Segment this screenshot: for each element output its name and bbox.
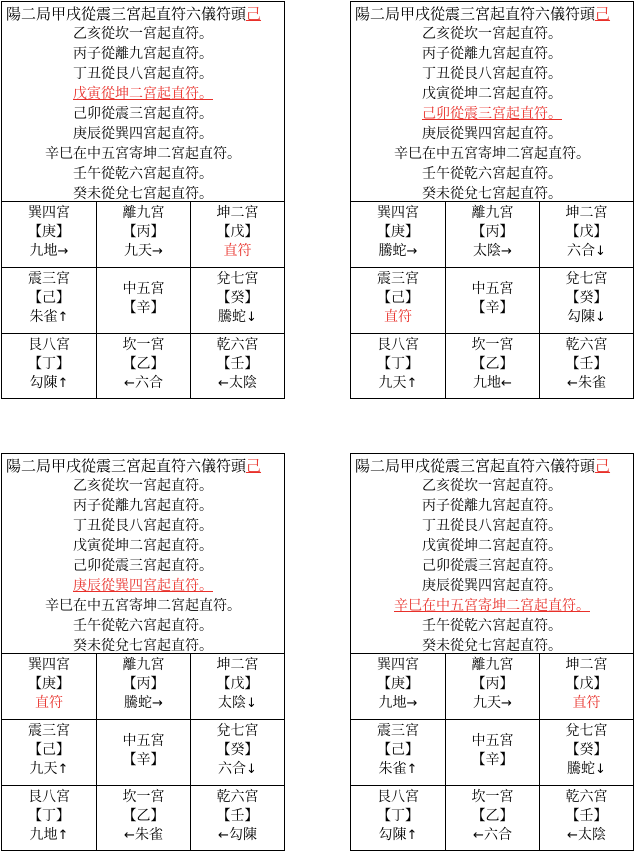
direction-arrow-icon: → (57, 244, 69, 259)
stem-line: 辛巳在中五宮寄坤二宮起直符。 (394, 598, 590, 614)
panel-title: 陽二局甲戌從震三宮起直符六儀符頭己 (6, 5, 262, 23)
stem-lines (351, 24, 633, 204)
deity-line (351, 242, 445, 261)
palace-cell (540, 720, 633, 786)
deity-line (2, 242, 96, 261)
palace-cell (97, 786, 191, 850)
title-mark: 己 (246, 5, 262, 23)
palace-cell (351, 654, 446, 720)
stem-lines (2, 476, 284, 656)
palace-stem: 【壬】 (565, 356, 608, 372)
palace-stem: 【乙】 (471, 808, 514, 824)
deity-name: 九天 (378, 375, 407, 391)
qimen-panel-1 (1, 1, 285, 399)
stem-line: 庚辰從巽四宮起直符。 (73, 578, 213, 594)
palace-cell (191, 786, 284, 850)
deity-line (191, 374, 284, 393)
deity-name: 九天 (473, 695, 502, 711)
deity-line (191, 308, 284, 327)
palace-stem: 【辛】 (471, 752, 514, 768)
palace-name: 中五宮 (122, 281, 165, 297)
palace-cell (446, 720, 540, 786)
deity-line (2, 826, 96, 845)
stem-line: 戊寅從坤二宮起直符。 (73, 86, 213, 102)
palace-stem: 【己】 (28, 290, 70, 306)
stem-line: 庚辰從巽四宮起直符。 (73, 126, 213, 142)
palace-stem: 【丁】 (28, 808, 70, 824)
palace-name: 震三宮 (377, 271, 419, 287)
stem-line: 乙亥從坎一宮起直符。 (73, 26, 213, 42)
title-mark: 己 (246, 457, 262, 475)
deity-line (540, 826, 633, 845)
deity-name: 勾陳 (29, 375, 58, 391)
palace-cell (191, 720, 284, 786)
stem-line: 丁丑從艮八宮起直符。 (422, 518, 562, 534)
palace-cell (2, 334, 97, 398)
deity-line (540, 308, 633, 327)
stem-lines (351, 476, 633, 656)
palace-stem: 【丁】 (28, 356, 70, 372)
palace-name: 坎一宮 (471, 337, 514, 353)
palace-cell (446, 202, 540, 268)
palace-stem: 【辛】 (122, 752, 165, 768)
direction-arrow-icon: → (406, 696, 418, 711)
deity-name: 勾陳 (228, 827, 257, 843)
deity-name: 朱雀 (29, 309, 58, 325)
palace-cell (446, 654, 540, 720)
palace-cell (2, 268, 97, 334)
palace-name: 中五宮 (471, 733, 514, 749)
palace-stem: 【乙】 (471, 356, 514, 372)
palace-name: 艮八宮 (28, 337, 70, 353)
palace-name: 中五宮 (122, 733, 165, 749)
palace-name: 坎一宮 (471, 789, 514, 805)
stem-line: 辛巳在中五宮寄坤二宮起直符。 (45, 146, 241, 162)
palace-name: 坤二宮 (216, 205, 259, 221)
stem-line: 庚辰從巽四宮起直符。 (422, 126, 562, 142)
palace-name: 坎一宮 (122, 337, 165, 353)
palace-name: 艮八宮 (28, 789, 70, 805)
palace-name: 艮八宮 (377, 789, 419, 805)
deity-name: 九地 (29, 827, 58, 843)
palace-cell (97, 654, 191, 720)
direction-arrow-icon: ↑ (406, 376, 418, 391)
palace-cell (351, 334, 446, 398)
palace-stem: 【丁】 (377, 356, 419, 372)
palace-name: 坤二宮 (565, 205, 608, 221)
deity-name: 朱雀 (577, 375, 606, 391)
deity-name: 太陰 (473, 243, 502, 259)
palace-name: 震三宮 (377, 723, 419, 739)
panel-header (2, 454, 284, 654)
palace-cell (97, 334, 191, 398)
palace-name: 坎一宮 (122, 789, 165, 805)
deity-name: 太陰 (218, 695, 247, 711)
palace-stem: 【辛】 (471, 300, 514, 316)
stem-line: 己卯從震三宮起直符。 (73, 106, 213, 122)
deity-name: 朱雀 (378, 761, 407, 777)
palace-cell (2, 786, 97, 850)
palace-name: 兌七宮 (216, 723, 259, 739)
deity-name: 直符 (35, 695, 63, 711)
palace-stem: 【乙】 (122, 808, 165, 824)
qimen-panel-4 (350, 453, 634, 851)
deity-line (2, 374, 96, 393)
deity-line (191, 694, 284, 713)
direction-arrow-icon: ← (501, 376, 512, 391)
palace-name: 離九宮 (471, 205, 514, 221)
direction-arrow-icon: → (501, 696, 512, 711)
palace-cell (540, 268, 633, 334)
palace-name: 巽四宮 (28, 657, 70, 673)
direction-arrow-icon: → (152, 696, 163, 711)
palace-stem: 【癸】 (216, 742, 259, 758)
direction-arrow-icon: ↑ (406, 762, 418, 777)
direction-arrow-icon: → (406, 244, 418, 259)
palace-name: 離九宮 (471, 657, 514, 673)
qimen-panel-2 (350, 1, 634, 399)
palace-name: 中五宮 (471, 281, 514, 297)
direction-arrow-icon: ← (218, 828, 229, 843)
palace-name: 離九宮 (122, 657, 165, 673)
palace-cell (540, 654, 633, 720)
palace-cell (540, 202, 633, 268)
stem-line: 己卯從震三宮起直符。 (73, 558, 213, 574)
deity-line (540, 760, 633, 779)
stem-line: 壬午從乾六宮起直符。 (422, 618, 562, 634)
palace-cell (97, 720, 191, 786)
direction-arrow-icon: ← (218, 376, 229, 391)
palace-name: 坤二宮 (216, 657, 259, 673)
direction-arrow-icon: ↓ (595, 244, 606, 259)
palace-name: 乾六宮 (565, 789, 608, 805)
title-mark: 己 (595, 5, 611, 23)
stem-line: 丙子從離九宮起直符。 (422, 498, 562, 514)
deity-line (97, 242, 190, 261)
stem-line: 壬午從乾六宮起直符。 (73, 166, 213, 182)
palace-stem: 【丁】 (377, 808, 419, 824)
palace-cell (351, 268, 446, 334)
palace-stem: 【癸】 (565, 742, 608, 758)
deity-name: 朱雀 (134, 827, 163, 843)
deity-line (446, 694, 539, 713)
direction-arrow-icon: ↑ (406, 828, 418, 843)
stem-line: 丙子從離九宮起直符。 (73, 46, 213, 62)
deity-name: 太陰 (228, 375, 257, 391)
palace-stem: 【丙】 (122, 676, 165, 692)
direction-arrow-icon: ← (473, 828, 484, 843)
stem-line: 壬午從乾六宮起直符。 (422, 166, 562, 182)
deity-line (540, 694, 633, 713)
panel-header (2, 2, 284, 202)
deity-name: 直符 (572, 695, 601, 711)
palace-cell (191, 268, 284, 334)
palace-stem: 【戊】 (216, 676, 259, 692)
palace-stem: 【癸】 (216, 290, 259, 306)
palace-cell (191, 202, 284, 268)
qimen-panel-3 (1, 453, 285, 851)
deity-line (191, 760, 284, 779)
stem-line: 癸未從兌七宮起直符。 (422, 186, 562, 202)
deity-line (351, 760, 445, 779)
palace-name: 乾六宮 (216, 789, 259, 805)
palace-cell (351, 786, 446, 850)
palace-cell (351, 720, 446, 786)
palace-stem: 【壬】 (216, 808, 259, 824)
palace-stem: 【戊】 (216, 224, 259, 240)
stem-line: 己卯從震三宮起直符。 (422, 106, 562, 122)
deity-name: 九天 (124, 243, 153, 259)
palace-stem: 【己】 (377, 290, 419, 306)
deity-line (351, 374, 445, 393)
stem-line: 癸未從兌七宮起直符。 (73, 186, 213, 202)
deity-line (540, 374, 633, 393)
palace-stem: 【己】 (377, 742, 419, 758)
deity-name: 六合 (134, 375, 163, 391)
stem-line: 丁丑從艮八宮起直符。 (73, 66, 213, 82)
direction-arrow-icon: ↓ (595, 762, 606, 777)
direction-arrow-icon: ← (567, 376, 578, 391)
stem-line: 戊寅從坤二宮起直符。 (73, 538, 213, 554)
palace-grid (2, 202, 284, 398)
deity-name: 勾陳 (378, 827, 407, 843)
palace-stem: 【壬】 (565, 808, 608, 824)
palace-stem: 【壬】 (216, 356, 259, 372)
palace-stem: 【戊】 (565, 224, 608, 240)
stem-line: 乙亥從坎一宮起直符。 (422, 478, 562, 494)
stem-line: 癸未從兌七宮起直符。 (73, 638, 213, 654)
deity-line (351, 694, 445, 713)
stem-line: 辛巳在中五宮寄坤二宮起直符。 (394, 146, 590, 162)
title-mark: 己 (595, 457, 611, 475)
palace-grid (2, 654, 284, 850)
palace-cell (540, 786, 633, 850)
palace-stem: 【庚】 (28, 224, 70, 240)
direction-arrow-icon: → (152, 244, 163, 259)
deity-name: 騰蛇 (567, 761, 596, 777)
stem-line: 戊寅從坤二宮起直符。 (422, 86, 562, 102)
stem-line: 乙亥從坎一宮起直符。 (422, 26, 562, 42)
direction-arrow-icon: ↓ (246, 762, 257, 777)
palace-cell (191, 334, 284, 398)
panel-header (351, 454, 633, 654)
palace-cell (191, 654, 284, 720)
panel-title: 陽二局甲戌從震三宮起直符六儀符頭己 (6, 457, 262, 475)
deity-line (191, 826, 284, 845)
deity-name: 騰蛇 (218, 309, 247, 325)
palace-name: 巽四宮 (28, 205, 70, 221)
panel-title: 陽二局甲戌從震三宮起直符六儀符頭己 (355, 5, 611, 23)
deity-line (97, 826, 190, 845)
deity-line (540, 242, 633, 261)
deity-line (351, 308, 445, 327)
deity-name: 騰蛇 (378, 243, 407, 259)
palace-cell (446, 334, 540, 398)
deity-name: 太陰 (577, 827, 606, 843)
palace-name: 巽四宮 (377, 205, 419, 221)
palace-name: 震三宮 (28, 271, 70, 287)
palace-stem: 【庚】 (28, 676, 70, 692)
palace-stem: 【丙】 (122, 224, 165, 240)
deity-line (97, 374, 190, 393)
direction-arrow-icon: ↓ (246, 696, 257, 711)
direction-arrow-icon: ↑ (57, 828, 69, 843)
palace-stem: 【乙】 (122, 356, 165, 372)
direction-arrow-icon: ← (567, 828, 578, 843)
deity-line (191, 242, 284, 261)
panel-header (351, 2, 633, 202)
palace-stem: 【戊】 (565, 676, 608, 692)
palace-cell (2, 720, 97, 786)
stem-line: 壬午從乾六宮起直符。 (73, 618, 213, 634)
palace-stem: 【丙】 (471, 676, 514, 692)
palace-stem: 【丙】 (471, 224, 514, 240)
palace-stem: 【庚】 (377, 224, 419, 240)
stem-line: 己卯從震三宮起直符。 (422, 558, 562, 574)
direction-arrow-icon: ↓ (595, 310, 606, 325)
deity-name: 九地 (378, 695, 407, 711)
deity-line (2, 760, 96, 779)
deity-name: 勾陳 (567, 309, 596, 325)
deity-name: 九地 (29, 243, 58, 259)
palace-name: 兌七宮 (216, 271, 259, 287)
palace-name: 震三宮 (28, 723, 70, 739)
palace-cell (97, 202, 191, 268)
deity-name: 六合 (218, 761, 247, 777)
palace-name: 坤二宮 (565, 657, 608, 673)
stem-lines (2, 24, 284, 204)
stem-line: 庚辰從巽四宮起直符。 (422, 578, 562, 594)
direction-arrow-icon: → (501, 244, 512, 259)
panel-title: 陽二局甲戌從震三宮起直符六儀符頭己 (355, 457, 611, 475)
stem-line: 戊寅從坤二宮起直符。 (422, 538, 562, 554)
stem-line: 辛巳在中五宮寄坤二宮起直符。 (45, 598, 241, 614)
palace-cell (446, 786, 540, 850)
deity-name: 六合 (483, 827, 512, 843)
palace-name: 兌七宮 (565, 723, 608, 739)
palace-grid (351, 202, 633, 398)
palace-cell (351, 202, 446, 268)
stem-line: 乙亥從坎一宮起直符。 (73, 478, 213, 494)
direction-arrow-icon: ← (124, 828, 135, 843)
palace-name: 乾六宮 (565, 337, 608, 353)
direction-arrow-icon: ↑ (57, 376, 69, 391)
stem-line: 丁丑從艮八宮起直符。 (73, 518, 213, 534)
palace-grid (351, 654, 633, 850)
palace-stem: 【癸】 (565, 290, 608, 306)
palace-name: 艮八宮 (377, 337, 419, 353)
deity-line (351, 826, 445, 845)
deity-name: 九地 (473, 375, 502, 391)
palace-cell (2, 202, 97, 268)
direction-arrow-icon: ← (124, 376, 135, 391)
palace-cell (540, 334, 633, 398)
deity-line (97, 694, 190, 713)
deity-name: 九天 (29, 761, 58, 777)
palace-name: 離九宮 (122, 205, 165, 221)
palace-stem: 【辛】 (122, 300, 165, 316)
stem-line: 丙子從離九宮起直符。 (422, 46, 562, 62)
deity-name: 六合 (567, 243, 596, 259)
stem-line: 癸未從兌七宮起直符。 (422, 638, 562, 654)
palace-cell (2, 654, 97, 720)
stem-line: 丙子從離九宮起直符。 (73, 498, 213, 514)
stem-line: 丁丑從艮八宮起直符。 (422, 66, 562, 82)
deity-name: 直符 (384, 309, 412, 325)
palace-cell (97, 268, 191, 334)
deity-line (446, 242, 539, 261)
palace-stem: 【己】 (28, 742, 70, 758)
deity-line (2, 308, 96, 327)
deity-name: 直符 (223, 243, 252, 259)
deity-line (446, 374, 539, 393)
palace-name: 巽四宮 (377, 657, 419, 673)
direction-arrow-icon: ↑ (57, 762, 69, 777)
direction-arrow-icon: ↓ (246, 310, 257, 325)
palace-name: 乾六宮 (216, 337, 259, 353)
deity-name: 騰蛇 (124, 695, 153, 711)
palace-stem: 【庚】 (377, 676, 419, 692)
deity-line (446, 826, 539, 845)
deity-line (2, 694, 96, 713)
palace-name: 兌七宮 (565, 271, 608, 287)
direction-arrow-icon: ↑ (57, 310, 69, 325)
palace-cell (446, 268, 540, 334)
